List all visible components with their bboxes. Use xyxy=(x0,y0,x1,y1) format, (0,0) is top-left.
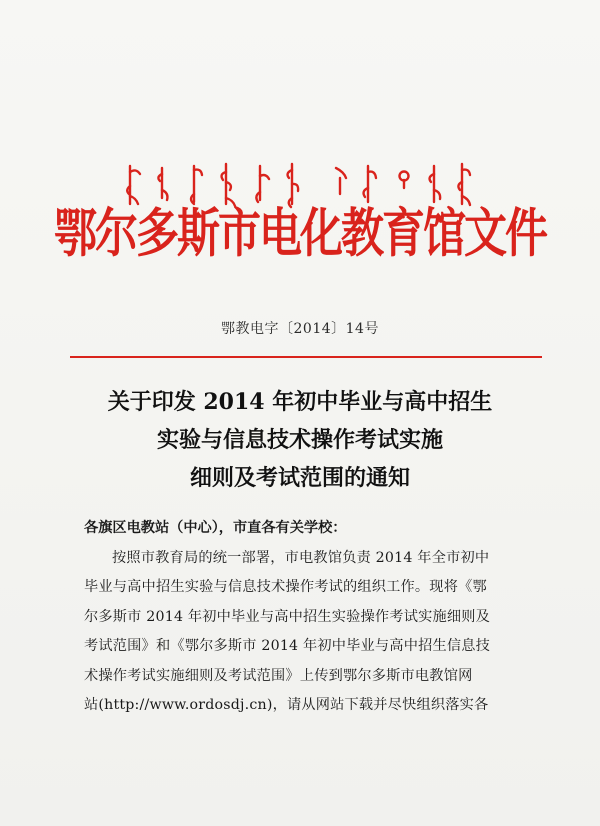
issuing-organization-title: 鄂尔多斯市电化教育馆文件 xyxy=(54,203,546,265)
body-line: 毕业与高中招生实验与信息技术操作考试的组织工作。现将《鄂 xyxy=(84,579,487,595)
salutation: 各旗区电教站（中心），市直各有关学校： xyxy=(84,520,347,536)
notice-headline xyxy=(0,383,600,497)
body-line: 考试范围》和《鄂尔多斯市 2014 年初中毕业与高中招生信息技 xyxy=(84,638,491,654)
red-divider-line xyxy=(70,356,542,358)
document-number: 鄂教电字〔2014〕14号 xyxy=(221,321,379,337)
headline-line: 关于印发 2014 年初中毕业与高中招生 xyxy=(107,389,493,415)
headline-line: 细则及考试范围的通知 xyxy=(189,465,410,491)
body-line: 站(http://www.ordosdj.cn)，请从网站下载并尽快组织落实各 xyxy=(84,697,489,713)
body-line: 术操作考试实施细则及考试范围》上传到鄂尔多斯市电教馆网 xyxy=(84,667,473,684)
body-line: 尔多斯市 2014 年初中毕业与高中招生实验操作考试实施细则及 xyxy=(84,608,491,625)
headline-line: 实验与信息技术操作考试实施 xyxy=(156,427,443,453)
notice-body xyxy=(84,514,536,721)
body-line: 按照市教育局的统一部署，市电教馆负责 2014 年全市初中 xyxy=(112,549,490,566)
